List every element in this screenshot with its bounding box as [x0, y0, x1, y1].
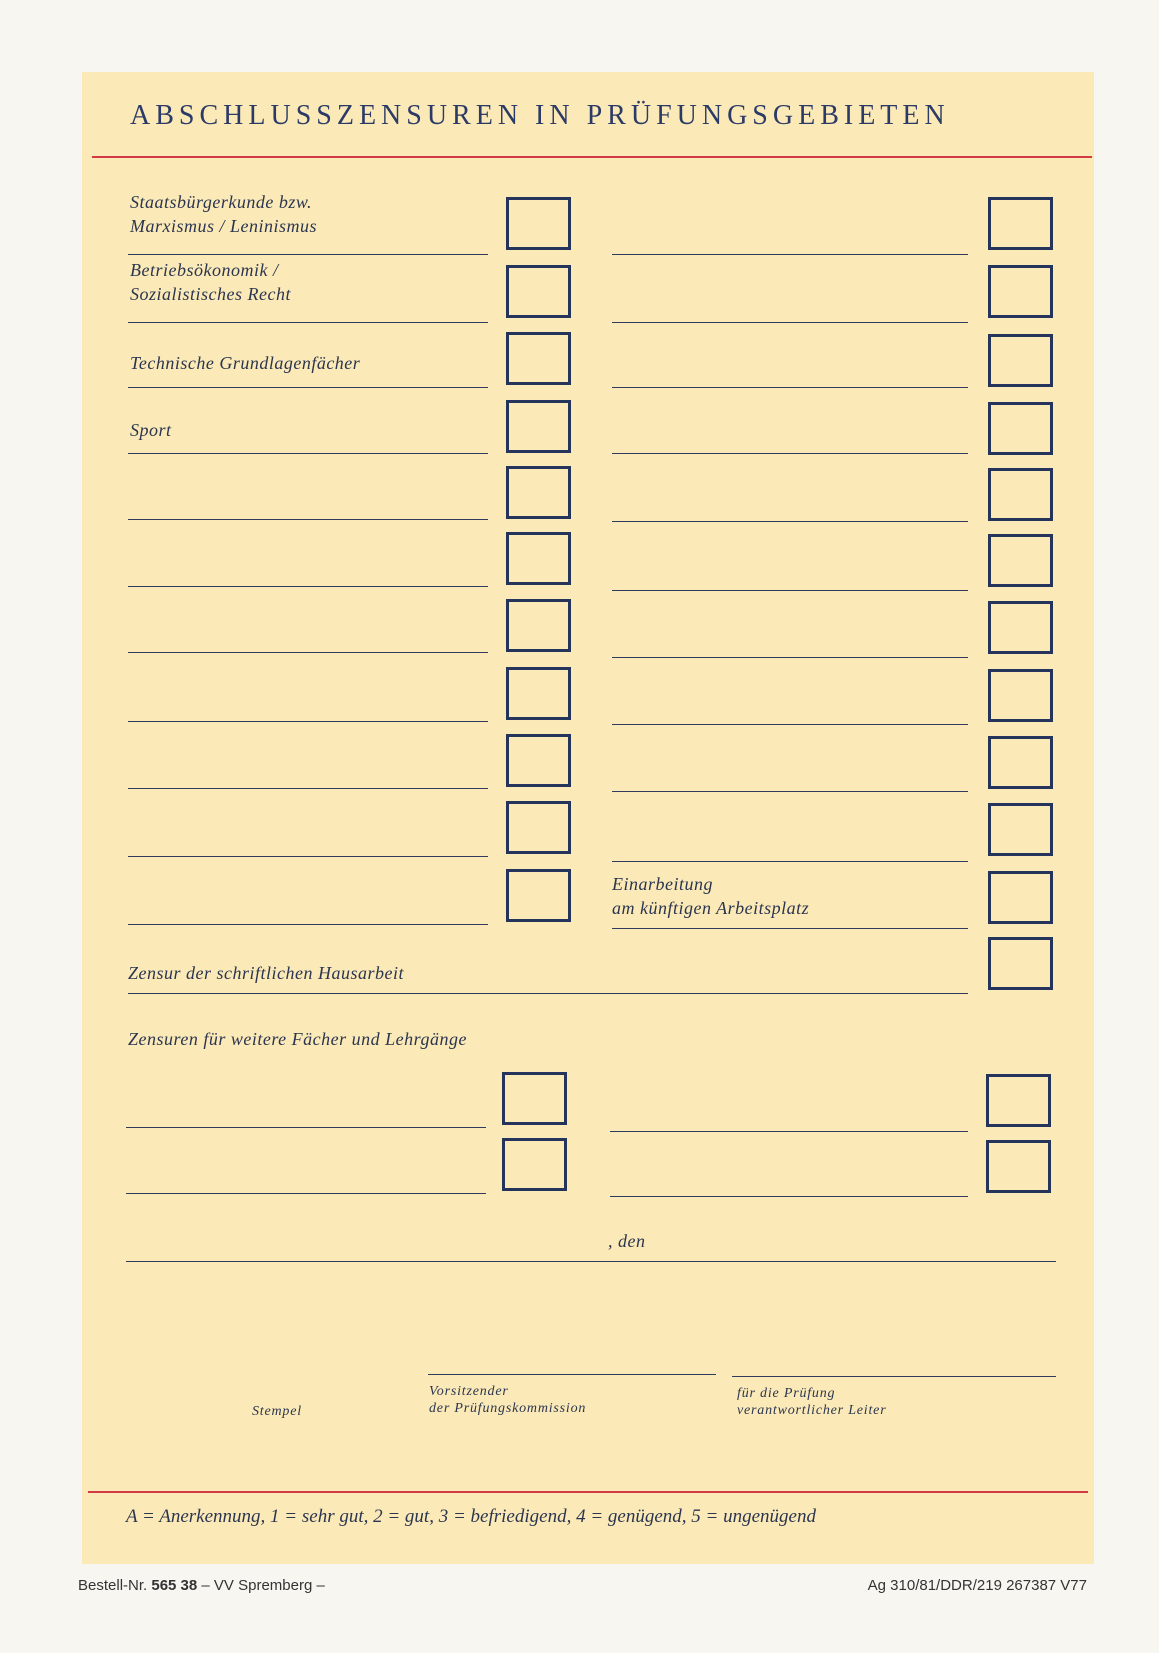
right-entry-line: [612, 322, 968, 323]
grade-box[interactable]: [988, 669, 1053, 722]
left-entry-line: [128, 924, 488, 925]
label-line-2: Marxismus / Leninismus: [130, 216, 318, 236]
subject-label-staatsbuergerkunde: [130, 190, 317, 238]
grade-box[interactable]: [506, 532, 571, 585]
label-line-1: Betriebsökonomik /: [130, 260, 279, 280]
left-entry-line: [128, 453, 488, 454]
hausarbeit-grade-box[interactable]: [988, 937, 1053, 990]
leiter-label: [737, 1385, 886, 1419]
grade-box[interactable]: [506, 265, 571, 318]
label-line-2: Sozialistisches Recht: [130, 284, 291, 304]
grade-box[interactable]: [986, 1074, 1051, 1127]
grade-box[interactable]: [506, 332, 571, 385]
subject-label-technische: Technische Grundlagenfächer: [130, 353, 361, 373]
subject-label-einarbeitung: [612, 872, 809, 920]
label-line-1: Staatsbürgerkunde bzw.: [130, 192, 312, 212]
right-entry-line: [612, 521, 968, 522]
grade-box[interactable]: [502, 1072, 567, 1125]
grade-box[interactable]: [988, 534, 1053, 587]
certificate-form: [82, 72, 1094, 1564]
left-entry-line: [128, 586, 488, 587]
grade-box[interactable]: [506, 400, 571, 453]
subject-label-betriebsoekonomik: [130, 258, 291, 306]
legend-rule: [88, 1491, 1088, 1493]
grade-box[interactable]: [506, 801, 571, 854]
date-label: , den: [608, 1231, 646, 1251]
right-entry-line: [612, 724, 968, 725]
grade-box[interactable]: [988, 402, 1053, 455]
left-entry-line: [128, 322, 488, 323]
subject-label-sport: Sport: [130, 420, 172, 440]
title-underline: [92, 156, 1092, 158]
right-entry-line: [612, 254, 968, 255]
grade-box[interactable]: [988, 871, 1053, 924]
grade-box[interactable]: [986, 1140, 1051, 1193]
label-line-2: am künftigen Arbeitsplatz: [612, 898, 810, 918]
left-entry-line: [128, 519, 488, 520]
grade-box[interactable]: [988, 265, 1053, 318]
label-line-1: Einarbeitung: [612, 874, 713, 894]
grade-box[interactable]: [506, 667, 571, 720]
right-entry-line: [612, 657, 968, 658]
left-entry-line: [128, 788, 488, 789]
grade-box[interactable]: [506, 599, 571, 652]
order-number: 565 38: [151, 1577, 198, 1594]
right-entry-line: [612, 387, 968, 388]
right-entry-line: [612, 928, 968, 929]
right-entry-line: [610, 1196, 968, 1197]
left-entry-line: [126, 1193, 486, 1194]
order-prefix: Bestell-Nr.: [78, 1577, 148, 1594]
right-entry-line: [612, 861, 968, 862]
label-line-2: verantwortlicher Leiter: [737, 1403, 887, 1418]
grade-box[interactable]: [506, 734, 571, 787]
left-entry-line: [128, 387, 488, 388]
grade-box[interactable]: [988, 736, 1053, 789]
left-entry-line: [128, 254, 488, 255]
label-line-1: für die Prüfung: [737, 1386, 836, 1401]
hausarbeit-line: [128, 993, 968, 994]
grade-box[interactable]: [506, 466, 571, 519]
signature-line-vorsitzender[interactable]: [428, 1374, 716, 1375]
left-entry-line: [128, 721, 488, 722]
weitere-faecher-heading: Zensuren für weitere Fächer und Lehrgänge: [128, 1029, 467, 1049]
right-entry-line: [612, 590, 968, 591]
left-entry-line: [128, 856, 488, 857]
grade-box[interactable]: [506, 869, 571, 922]
grading-legend: A = Anerkennung, 1 = sehr gut, 2 = gut, 3 = befriedigend, 4 = genügend, 5 = ungenügend: [126, 1506, 816, 1527]
grade-box[interactable]: [988, 468, 1053, 521]
grade-box[interactable]: [988, 197, 1053, 250]
print-code: Ag 310/81/DDR/219 267387 V77: [867, 1577, 1087, 1594]
left-entry-line: [128, 652, 488, 653]
right-entry-line: [610, 1131, 968, 1132]
right-entry-line: [612, 453, 968, 454]
grade-box[interactable]: [988, 601, 1053, 654]
hausarbeit-label: Zensur der schriftlichen Hausarbeit: [128, 963, 404, 983]
place-date-line[interactable]: [126, 1261, 1056, 1262]
grade-box[interactable]: [506, 197, 571, 250]
stempel-label: Stempel: [252, 1404, 302, 1419]
grade-box[interactable]: [988, 803, 1053, 856]
publisher: – VV Spremberg –: [201, 1577, 325, 1594]
grade-box[interactable]: [988, 334, 1053, 387]
right-entry-line: [612, 791, 968, 792]
signature-line-leiter[interactable]: [732, 1376, 1056, 1377]
form-title: ABSCHLUSSZENSUREN IN PRÜFUNGSGEBIETEN: [130, 100, 950, 131]
vorsitzender-label: [429, 1383, 586, 1417]
grade-box[interactable]: [502, 1138, 567, 1191]
left-entry-line: [126, 1127, 486, 1128]
label-line-2: der Prüfungskommission: [429, 1401, 587, 1416]
label-line-1: Vorsitzender: [429, 1384, 509, 1399]
order-info: [78, 1577, 325, 1594]
